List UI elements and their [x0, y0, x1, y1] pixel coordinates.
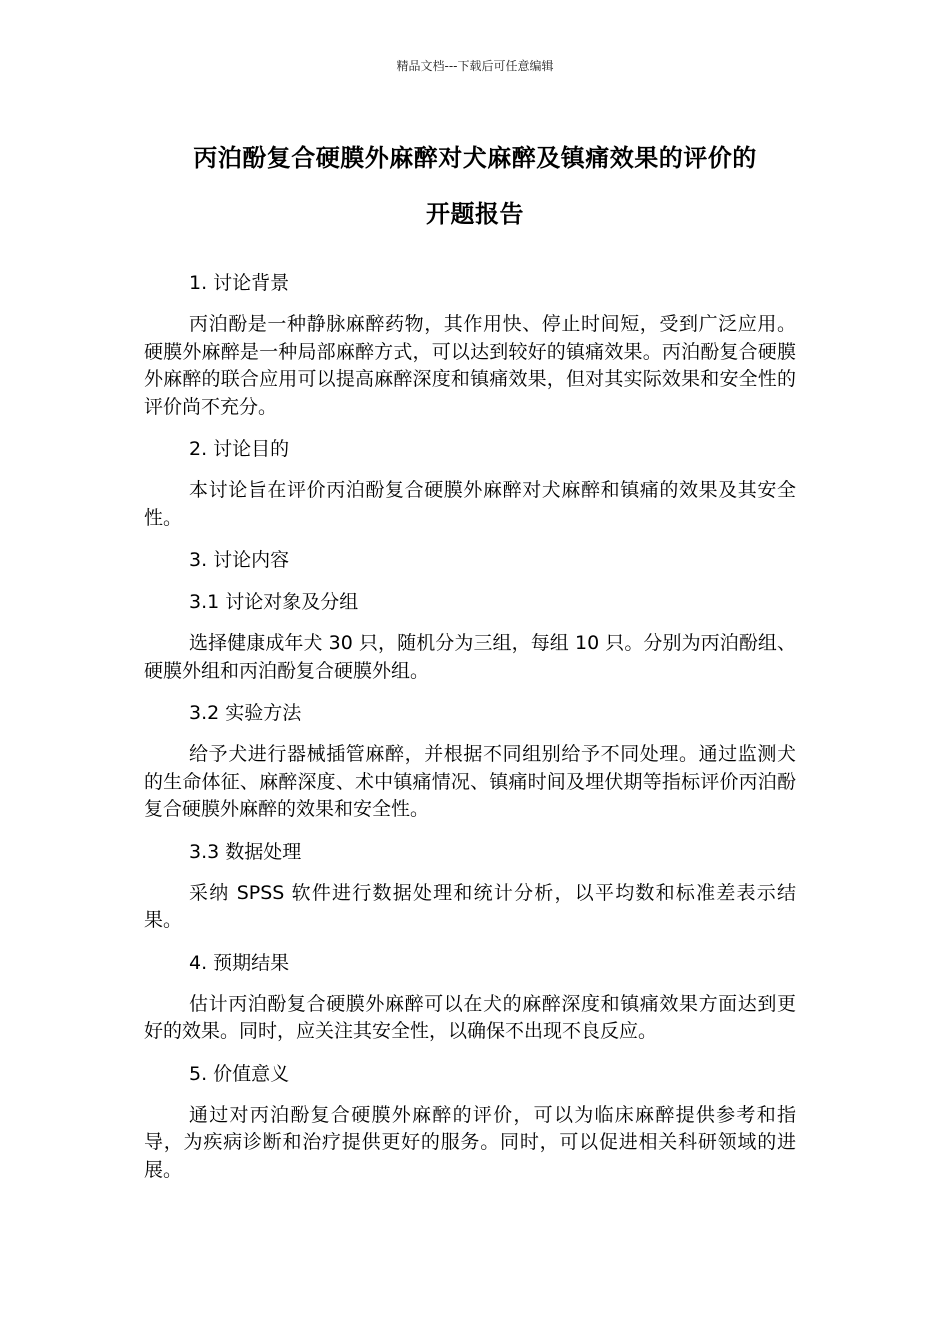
document-title [140, 130, 810, 242]
subsection-heading: 3.2 实验方法 [189, 702, 302, 724]
section-paragraph: 估计丙泊酚复合硬膜外麻醉可以在犬的麻醉深度和镇痛效果方面达到更好的效果。同时，应关注其安全性，以确保不出现不良反应。 [144, 992, 796, 1042]
section-paragraph: 本讨论旨在评价丙泊酚复合硬膜外麻醉对犬麻醉和镇痛的效果及其安全性。 [144, 479, 796, 529]
section-heading: 5. 价值意义 [189, 1062, 290, 1085]
section-heading: 2. 讨论目的 [189, 438, 290, 460]
section-paragraph: 通过对丙泊酚复合硬膜外麻醉的评价，可以为临床麻醉提供参考和指导，为疾病诊断和治疗提供更好的服务。同时，可以促进相关科研领域的进展。 [144, 1103, 796, 1181]
section-paragraph: 选择健康成年犬 30 只，随机分为三组，每组 10 只。分别为丙泊酚组、硬膜外组和丙泊酚复合硬膜外组。 [144, 632, 796, 682]
section-paragraph: 采纳 SPSS 软件进行数据处理和统计分析，以平均数和标准差表示结果。 [144, 881, 796, 931]
section-heading: 4. 预期结果 [189, 951, 290, 974]
section-heading: 3. 讨论内容 [189, 549, 290, 571]
section-paragraph: 丙泊酚是一种静脉麻醉药物，其作用快、停止时间短，受到广泛应用。硬膜外麻醉是一种局部麻醉方式，可以达到较好的镇痛效果。丙泊酚复合硬膜外麻醉的联合应用可以提高麻醉深度和镇痛效果，但对其实际效果和安全性的评价尚不充分。 [144, 313, 796, 418]
subsection-heading: 3.3 数据处理 [189, 840, 302, 863]
section-heading: 1. 讨论背景 [189, 272, 290, 294]
header-note: 精品文档---下载后可任意编辑 [396, 59, 554, 73]
subsection-heading: 3.1 讨论对象及分组 [189, 591, 359, 613]
title-line-1: 丙泊酚复合硬膜外麻醉对犬麻醉及镇痛效果的评价的 [193, 144, 757, 172]
document-body [144, 269, 796, 1198]
title-line-2: 开题报告 [426, 200, 524, 228]
section-paragraph: 给予犬进行器械插管麻醉，并根据不同组别给予不同处理。通过监测犬的生命体征、麻醉深度、术中镇痛情况、镇痛时间及埋伏期等指标评价丙泊酚复合硬膜外麻醉的效果和安全性。 [144, 743, 796, 820]
